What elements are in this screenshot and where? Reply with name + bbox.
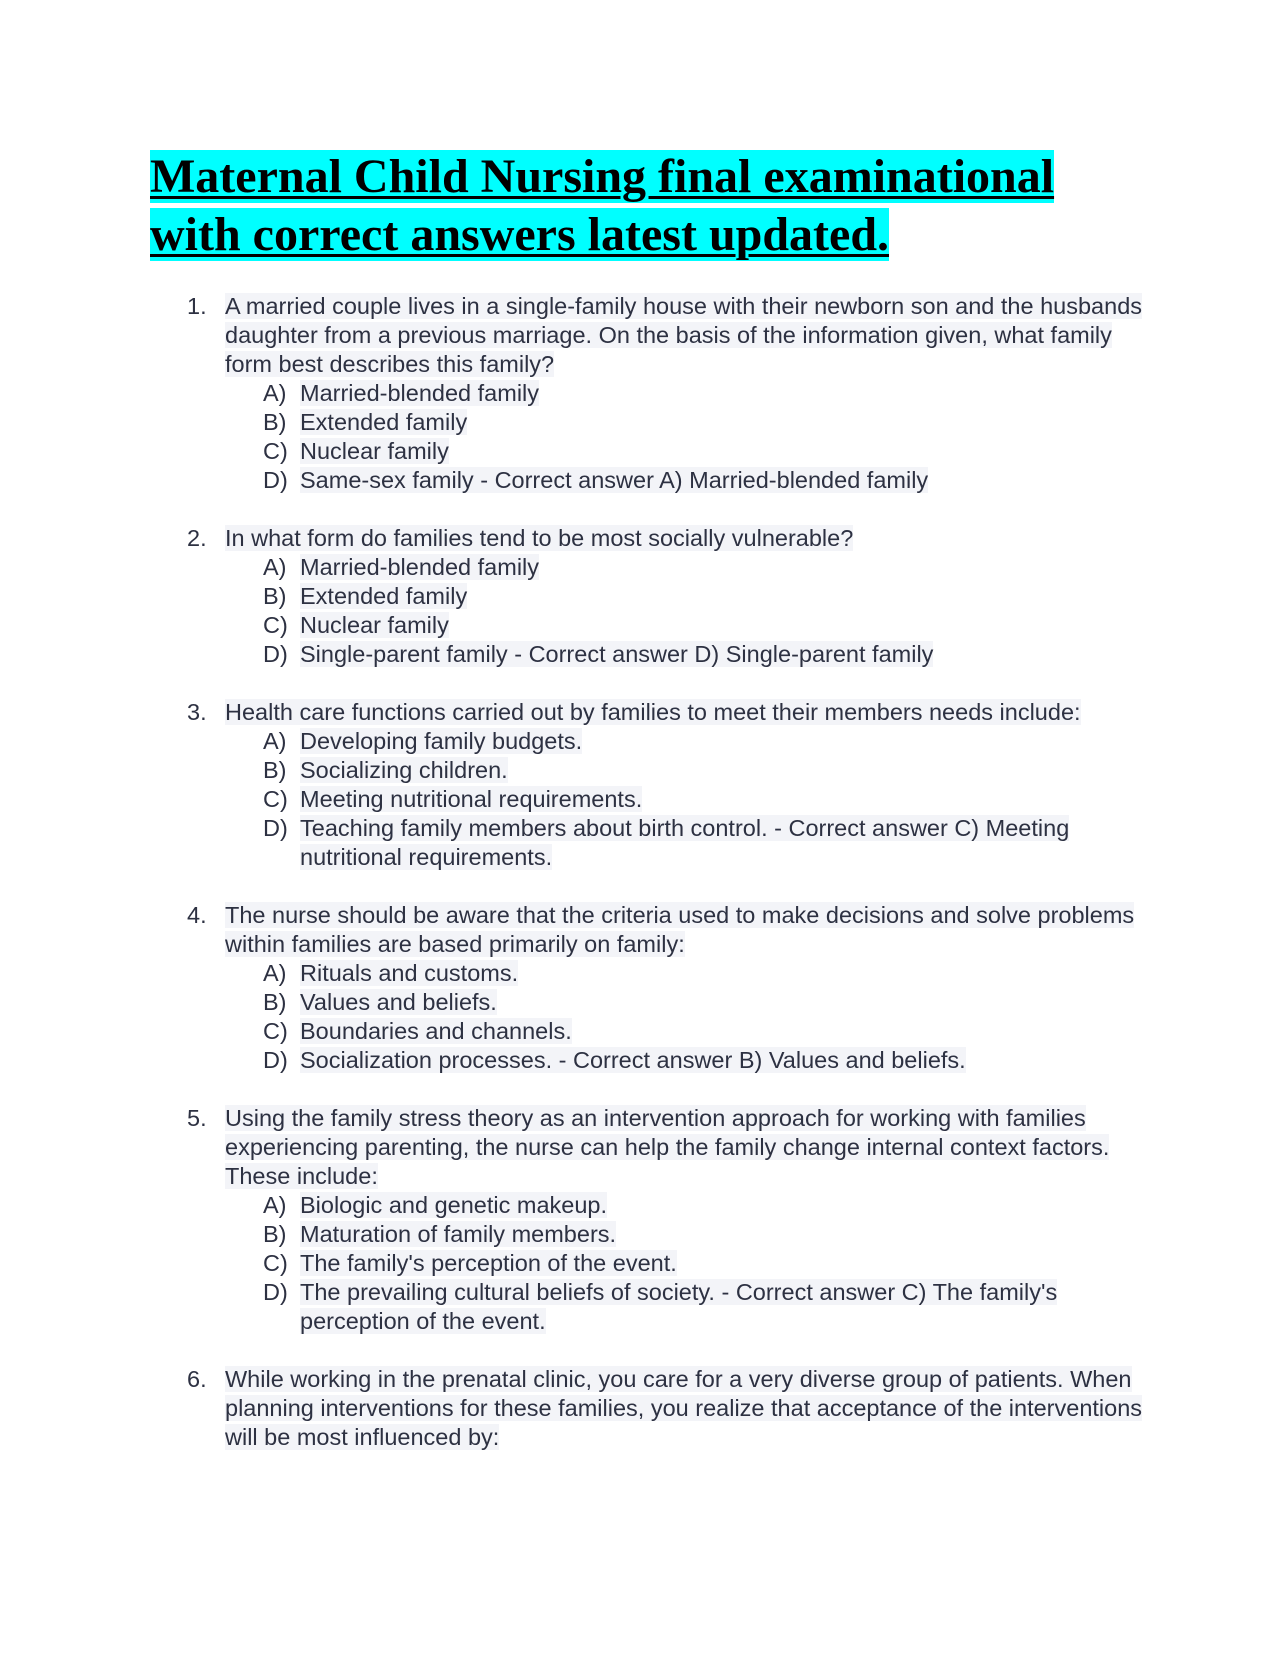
option-text: Biologic and genetic makeup. <box>300 1192 608 1218</box>
option-letter: D) <box>263 641 288 667</box>
option-text: Nuclear family <box>300 438 449 464</box>
option-letter: A) <box>263 960 287 986</box>
option-d <box>225 1046 1150 1075</box>
option-letter: B) <box>263 583 287 609</box>
option-c <box>225 611 1150 640</box>
option-text: The prevailing cultural beliefs of society. - Correct answer C) The family's perception of the event. <box>300 1279 1058 1334</box>
question-5 <box>150 1104 1150 1336</box>
option-text: Nuclear family <box>300 612 449 638</box>
option-list <box>225 1191 1150 1336</box>
question-text: A married couple lives in a single-family house with their newborn son and the husbands daughter from a previous marriage. On the basis of the information given, what family form best describes this family? <box>225 293 1143 377</box>
option-a <box>225 1191 1150 1220</box>
option-b <box>225 1220 1150 1249</box>
option-letter: A) <box>263 1192 287 1218</box>
option-letter: B) <box>263 757 287 783</box>
question-number: 1. <box>187 293 207 319</box>
option-a <box>225 553 1150 582</box>
question-text: Using the family stress theory as an intervention approach for working with families experiencing parenting, the nurse can help the family change internal context factors. These include: <box>225 1105 1110 1189</box>
option-text: Socialization processes. - Correct answer B) Values and beliefs. <box>300 1047 966 1073</box>
question-6 <box>150 1365 1150 1452</box>
question-1 <box>150 292 1150 495</box>
question-2 <box>150 524 1150 669</box>
question-3 <box>150 698 1150 872</box>
option-list <box>225 553 1150 669</box>
question-text: While working in the prenatal clinic, you care for a very diverse group of patients. When planning interventions for these families, you realize that acceptance of the interventions will be most influenced by: <box>225 1366 1143 1450</box>
option-letter: C) <box>263 438 288 464</box>
option-text: Developing family budgets. <box>300 728 583 754</box>
option-b <box>225 988 1150 1017</box>
option-letter: A) <box>263 728 287 754</box>
option-letter: B) <box>263 1221 287 1247</box>
option-text: Extended family <box>300 583 468 609</box>
question-4 <box>150 901 1150 1075</box>
option-letter: C) <box>263 786 288 812</box>
option-text: Extended family <box>300 409 468 435</box>
option-c <box>225 785 1150 814</box>
document-title <box>150 148 1150 264</box>
question-number: 4. <box>187 902 207 928</box>
option-text: Values and beliefs. <box>300 989 497 1015</box>
option-letter: D) <box>263 467 288 493</box>
option-text: The family's perception of the event. <box>300 1250 677 1276</box>
option-text: Same-sex family - Correct answer A) Married-blended family <box>300 467 929 493</box>
option-b <box>225 582 1150 611</box>
option-letter: A) <box>263 554 287 580</box>
option-b <box>225 756 1150 785</box>
question-number: 2. <box>187 525 207 551</box>
option-text: Rituals and customs. <box>300 960 519 986</box>
option-b <box>225 408 1150 437</box>
option-d <box>225 1278 1150 1336</box>
option-letter: C) <box>263 1018 288 1044</box>
option-text: Single-parent family - Correct answer D) Single-parent family <box>300 641 934 667</box>
option-text: Maturation of family members. <box>300 1221 617 1247</box>
option-letter: B) <box>263 989 287 1015</box>
option-letter: A) <box>263 380 287 406</box>
option-text: Boundaries and channels. <box>300 1018 572 1044</box>
option-d <box>225 640 1150 669</box>
question-text: Health care functions carried out by families to meet their members needs include: <box>225 699 1081 725</box>
question-number: 5. <box>187 1105 207 1131</box>
option-letter: D) <box>263 1279 288 1305</box>
document-page <box>150 148 1150 1481</box>
option-letter: C) <box>263 1250 288 1276</box>
option-list <box>225 727 1150 872</box>
option-text: Meeting nutritional requirements. <box>300 786 643 812</box>
option-c <box>225 1249 1150 1278</box>
option-list <box>225 379 1150 495</box>
option-text: Teaching family members about birth control. - Correct answer C) Meeting nutritional requirements. <box>300 815 1070 870</box>
document-title-text: Maternal Child Nursing final examinational with correct answers latest updated. <box>150 150 1055 261</box>
option-a <box>225 727 1150 756</box>
option-d <box>225 814 1150 872</box>
option-d <box>225 466 1150 495</box>
question-number: 6. <box>187 1366 207 1392</box>
option-letter: B) <box>263 409 287 435</box>
option-a <box>225 959 1150 988</box>
option-letter: C) <box>263 612 288 638</box>
question-number: 3. <box>187 699 207 725</box>
option-c <box>225 1017 1150 1046</box>
option-list <box>225 959 1150 1075</box>
question-list <box>150 292 1150 1452</box>
option-letter: D) <box>263 815 288 841</box>
option-text: Married-blended family <box>300 380 540 406</box>
option-text: Married-blended family <box>300 554 540 580</box>
question-text: The nurse should be aware that the criteria used to make decisions and solve problems within families are based primarily on family: <box>225 902 1135 957</box>
option-c <box>225 437 1150 466</box>
option-letter: D) <box>263 1047 288 1073</box>
option-text: Socializing children. <box>300 757 508 783</box>
question-text: In what form do families tend to be most socially vulnerable? <box>225 525 854 551</box>
option-a <box>225 379 1150 408</box>
